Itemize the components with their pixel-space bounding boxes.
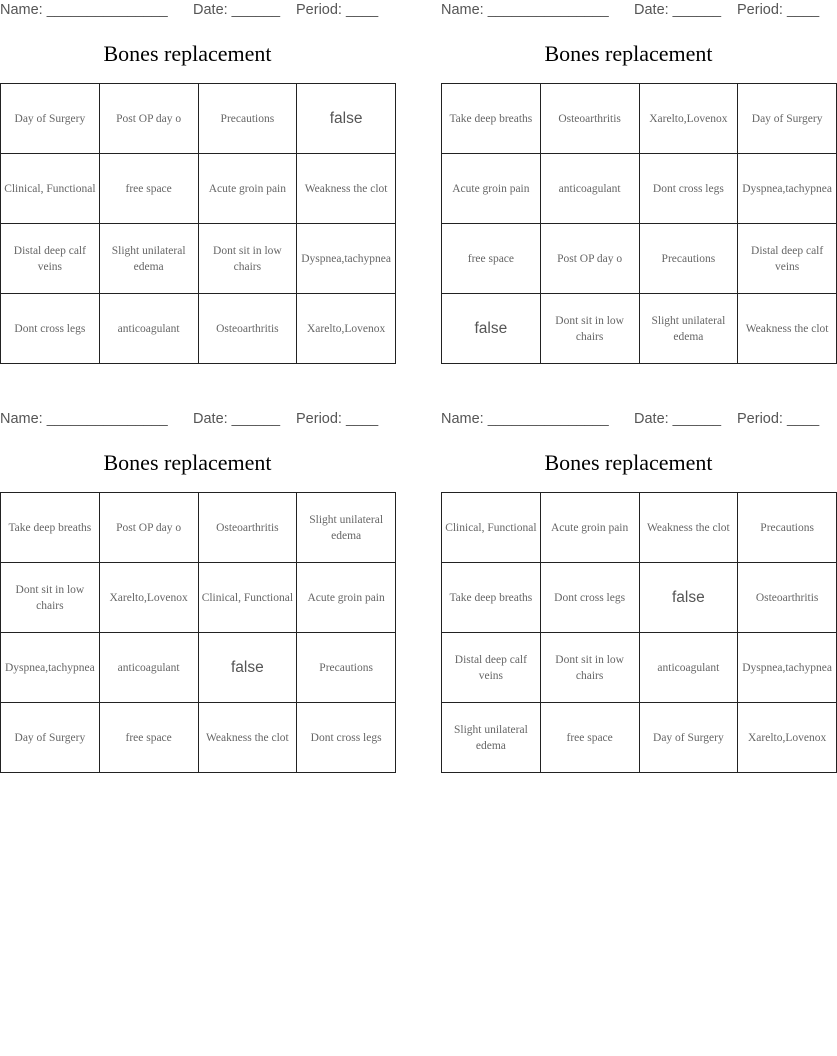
bingo-cell: Xarelto,Lovenox (738, 703, 837, 773)
bingo-cell: Precautions (639, 224, 738, 294)
bingo-cell: Dont cross legs (639, 154, 738, 224)
bingo-cell: Dyspnea,tachypnea (297, 224, 396, 294)
bingo-cell: free space (99, 703, 198, 773)
bingo-cell: anticoagulant (639, 633, 738, 703)
bingo-cell: Xarelto,Lovenox (99, 563, 198, 633)
bingo-cell: Dyspnea,tachypnea (738, 633, 837, 703)
bingo-cell: Osteoarthritis (198, 493, 297, 563)
bingo-cell: Dyspnea,tachypnea (1, 633, 100, 703)
bingo-cell: anticoagulant (99, 633, 198, 703)
bingo-cell: Slight unilateral edema (297, 493, 396, 563)
card-title: Bones replacement (103, 450, 272, 475)
bingo-cell: Precautions (297, 633, 396, 703)
bingo-cell: Precautions (198, 84, 297, 154)
grid-row (1, 633, 396, 703)
bingo-cell: Acute groin pain (297, 563, 396, 633)
bingo-cell: Day of Surgery (1, 84, 100, 154)
bingo-cell: Clinical, Functional (442, 493, 541, 563)
bingo-cell: Dont sit in low chairs (198, 224, 297, 294)
bingo-cell: Distal deep calf veins (442, 633, 541, 703)
bingo-cell: Acute groin pain (442, 154, 541, 224)
bingo-cell: Dyspnea,tachypnea (738, 154, 837, 224)
bingo-cell: free space (442, 224, 541, 294)
bingo-cell: Precautions (738, 493, 837, 563)
grid-row (1, 563, 396, 633)
bingo-cell: Dont cross legs (540, 563, 639, 633)
period-field: Period: ____ (296, 411, 379, 427)
date-field: Date: ______ (193, 411, 281, 427)
student-info-line (0, 2, 379, 20)
bingo-cell: false (297, 84, 396, 154)
bingo-cell: false (639, 563, 738, 633)
bingo-cell: Osteoarthritis (738, 563, 837, 633)
bingo-cell: Weakness the clot (297, 154, 396, 224)
name-field: Name: _______________ (0, 411, 168, 427)
bingo-cell: Weakness the clot (738, 294, 837, 364)
bingo-grid (441, 83, 837, 364)
period-field: Period: ____ (296, 2, 379, 18)
bingo-cell: Acute groin pain (198, 154, 297, 224)
bingo-cell: Distal deep calf veins (1, 224, 100, 294)
grid-row (442, 84, 837, 154)
student-info-line (0, 411, 379, 429)
bingo-cell: anticoagulant (540, 154, 639, 224)
bingo-cell: Weakness the clot (198, 703, 297, 773)
grid-row (442, 493, 837, 563)
name-field: Name: _______________ (441, 2, 609, 18)
bingo-cell: false (442, 294, 541, 364)
grid-row (1, 224, 396, 294)
bingo-cell: Clinical, Functional (1, 154, 100, 224)
grid-row (442, 563, 837, 633)
bingo-grid (0, 83, 396, 364)
bingo-cell: Take deep breaths (442, 563, 541, 633)
bingo-cell: Xarelto,Lovenox (639, 84, 738, 154)
student-info-line (441, 2, 820, 20)
bingo-cell: Xarelto,Lovenox (297, 294, 396, 364)
bingo-cell: free space (99, 154, 198, 224)
bingo-cell: Dont cross legs (1, 294, 100, 364)
date-field: Date: ______ (634, 411, 722, 427)
bingo-cell: Acute groin pain (540, 493, 639, 563)
bingo-cell: Day of Surgery (738, 84, 837, 154)
grid-row (1, 84, 396, 154)
card-title: Bones replacement (544, 41, 713, 66)
bingo-cell: Dont sit in low chairs (540, 294, 639, 364)
card-title: Bones replacement (544, 450, 713, 475)
grid-row (442, 633, 837, 703)
grid-row (1, 294, 396, 364)
bingo-cell: Take deep breaths (1, 493, 100, 563)
bingo-cell: anticoagulant (99, 294, 198, 364)
grid-row (442, 294, 837, 364)
student-info-line (441, 411, 820, 429)
name-field: Name: _______________ (0, 2, 168, 18)
period-field: Period: ____ (737, 2, 820, 18)
bingo-cell: Day of Surgery (639, 703, 738, 773)
grid-row (1, 154, 396, 224)
name-field: Name: _______________ (441, 411, 609, 427)
bingo-cell: Dont sit in low chairs (1, 563, 100, 633)
card-title: Bones replacement (103, 41, 272, 66)
bingo-cell: Osteoarthritis (198, 294, 297, 364)
date-field: Date: ______ (634, 2, 722, 18)
bingo-cell: Distal deep calf veins (738, 224, 837, 294)
grid-row (442, 224, 837, 294)
bingo-cell: Dont sit in low chairs (540, 633, 639, 703)
bingo-cell: Slight unilateral edema (639, 294, 738, 364)
bingo-cell: Post OP day o (99, 493, 198, 563)
bingo-cell: Take deep breaths (442, 84, 541, 154)
bingo-cell: Post OP day o (99, 84, 198, 154)
grid-row (1, 493, 396, 563)
bingo-cell: Dont cross legs (297, 703, 396, 773)
bingo-cell: Slight unilateral edema (442, 703, 541, 773)
bingo-cell: Weakness the clot (639, 493, 738, 563)
date-field: Date: ______ (193, 2, 281, 18)
bingo-grid (441, 492, 837, 773)
bingo-cell: false (198, 633, 297, 703)
grid-row (442, 154, 837, 224)
bingo-cell: free space (540, 703, 639, 773)
bingo-cell: Osteoarthritis (540, 84, 639, 154)
bingo-cell: Clinical, Functional (198, 563, 297, 633)
grid-row (1, 703, 396, 773)
bingo-cell: Day of Surgery (1, 703, 100, 773)
grid-row (442, 703, 837, 773)
bingo-grid (0, 492, 396, 773)
bingo-cell: Post OP day o (540, 224, 639, 294)
period-field: Period: ____ (737, 411, 820, 427)
bingo-cell: Slight unilateral edema (99, 224, 198, 294)
